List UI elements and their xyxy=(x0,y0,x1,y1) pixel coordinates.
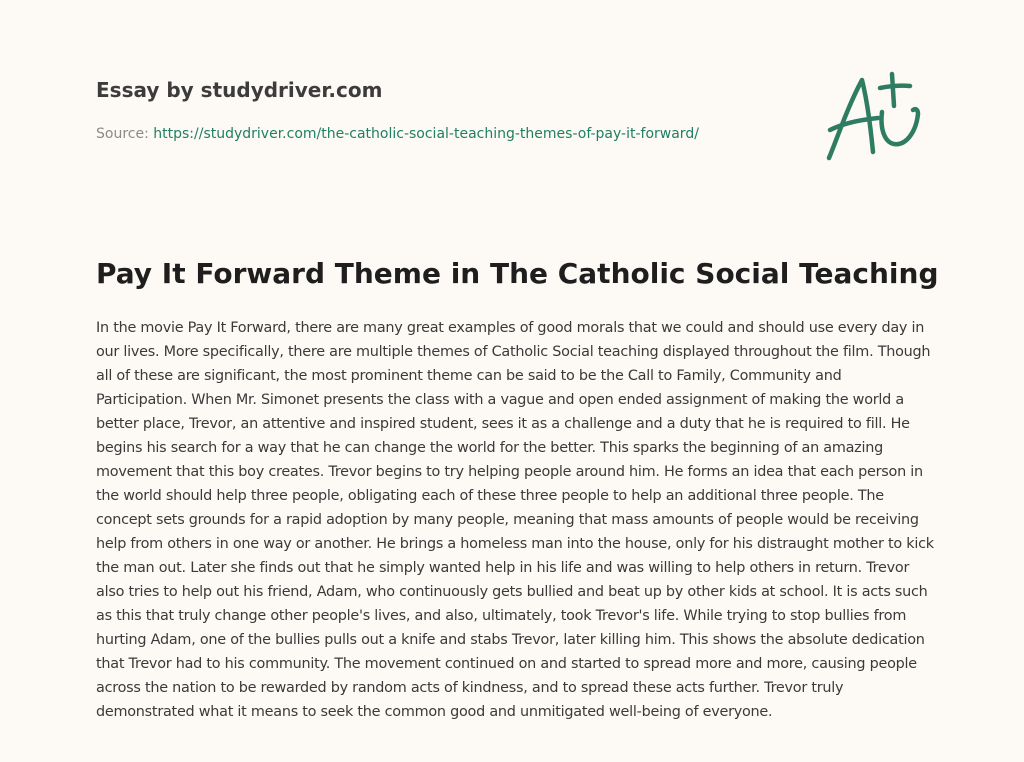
site-brand: Essay by studydriver.com xyxy=(96,78,383,102)
a-plus-grade-icon xyxy=(820,66,930,166)
source-label: Source: xyxy=(96,126,154,142)
source-line xyxy=(96,124,796,144)
page-header xyxy=(96,76,796,144)
essay-body: In the movie Pay It Forward, there are many great examples of good morals that we could and should use every day in our lives. More specifically, there are multiple themes of Catholic Social teaching displayed throughout the film. Though all of these are significant, the most prominent theme can be said to be the Call to Family, Community and Participation. When Mr. Simonet presents the class with a vague and open ended assignment of making the world a better place, Trevor, an attentive and inspired student, sees it as a challenge and a duty that he is required to fill. He begins his search for a way that he can change the world for the better. This sparks the beginning of an amazing movement that this boy creates. Trevor begins to try helping people around him. He forms an idea that each person in the world should help three people, obligating each of these three people to help an additional three people. The concept sets grounds for a rapid adoption by many people, meaning that mass amounts of people would be receiving help from others in one way or another. He brings a homeless man into the house, only for his distraught mother to kick the man out. Later she finds out that he simply wanted help in his life and was willing to help others in return. Trevor also tries to help out his friend, Adam, who continuously gets bullied and beat up by other kids at school. It is acts such as this that truly change other people's lives, and also, ultimately, took Trevor's life. While trying to stop bullies from hurting Adam, one of the bullies pulls out a knife and stabs Trevor, later killing him. This shows the absolute dedication that Trevor had to his community. The movement continued on and started to spread more and more, causing people across the nation to be rewarded by random acts of kindness, and to spread these acts further. Trevor truly demonstrated what it means to seek the common good and unmitigated well-being of everyone. xyxy=(96,320,934,720)
source-link[interactable]: https://studydriver.com/the-catholic-social-teaching-themes-of-pay-it-forward/ xyxy=(153,126,699,142)
essay-title: Pay It Forward Theme in The Catholic Social Teaching xyxy=(96,257,939,290)
